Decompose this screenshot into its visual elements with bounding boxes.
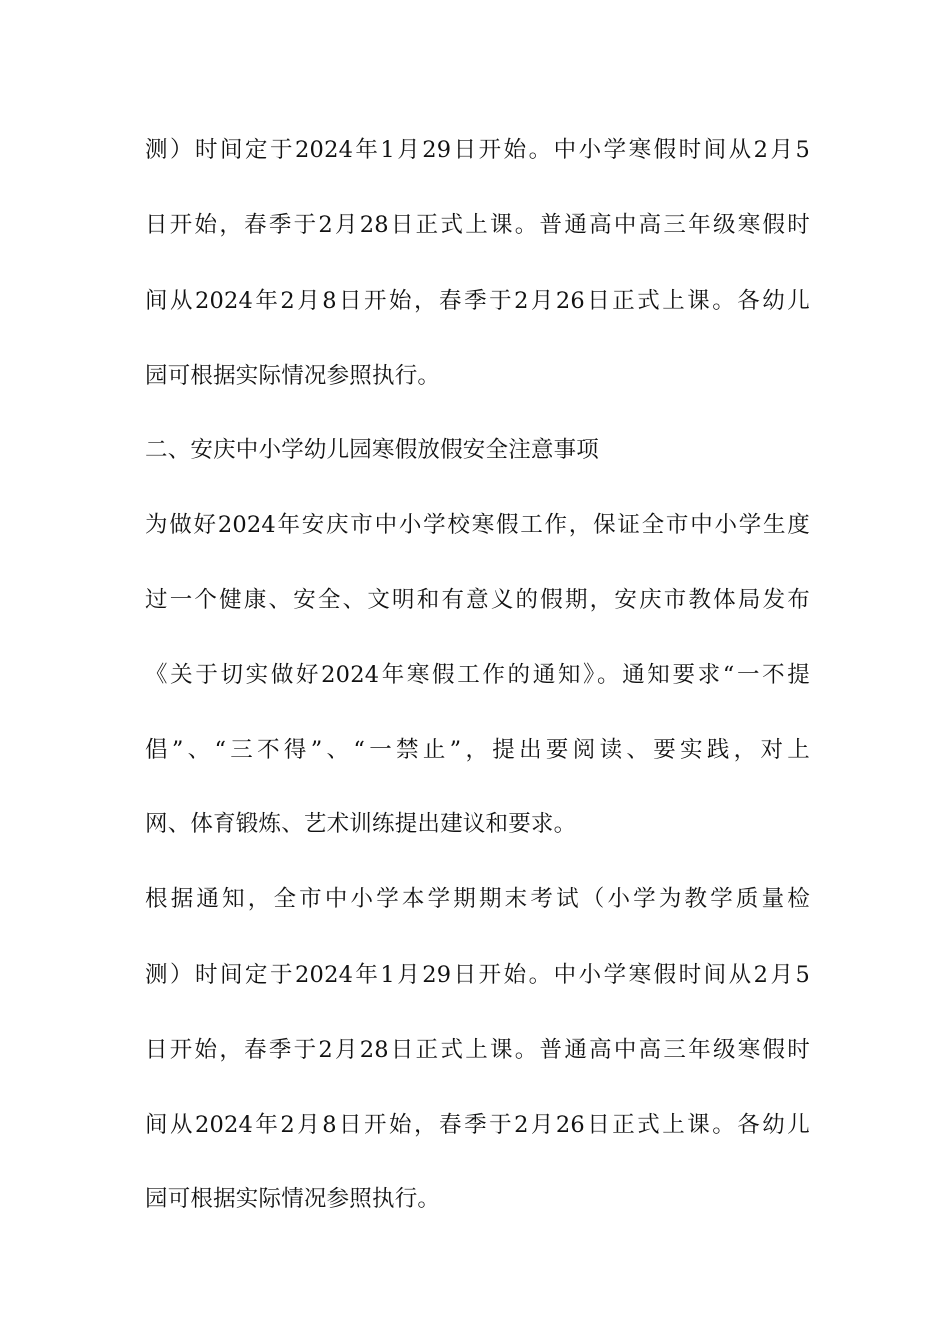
text-line-14: 间从2024年2月8日开始，春季于2月26日正式上课。各幼儿 [145, 1112, 810, 1138]
text-line-9: 倡”、“三不得”、“一禁止”，提出要阅读、要实践，对上 [145, 737, 810, 763]
text-line-7: 过一个健康、安全、文明和有意义的假期，安庆市教体局发布 [145, 587, 810, 613]
text-line-8: 《关于切实做好2024年寒假工作的通知》。通知要求“一不提 [145, 662, 810, 688]
text-line-6: 为做好2024年安庆市中小学校寒假工作，保证全市中小学生度 [145, 512, 810, 538]
text-line-10: 网、体育锻炼、艺术训练提出建议和要求。 [145, 811, 577, 837]
text-line-15: 园可根据实际情况参照执行。 [145, 1186, 441, 1212]
text-line-4: 园可根据实际情况参照执行。 [145, 363, 441, 389]
text-line-13: 日开始，春季于2月28日正式上课。普通高中高三年级寒假时 [145, 1037, 810, 1063]
text-line-1: 测）时间定于2024年1月29日开始。中小学寒假时间从2月5 [145, 137, 810, 163]
section-heading: 二、安庆中小学幼儿园寒假放假安全注意事项 [145, 437, 600, 463]
text-line-2: 日开始，春季于2月28日正式上课。普通高中高三年级寒假时 [145, 212, 810, 238]
text-line-12: 测）时间定于2024年1月29日开始。中小学寒假时间从2月5 [145, 962, 810, 988]
text-line-3: 间从2024年2月8日开始，春季于2月26日正式上课。各幼儿 [145, 288, 810, 314]
text-line-11: 根据通知，全市中小学本学期期末考试（小学为教学质量检 [145, 886, 810, 912]
